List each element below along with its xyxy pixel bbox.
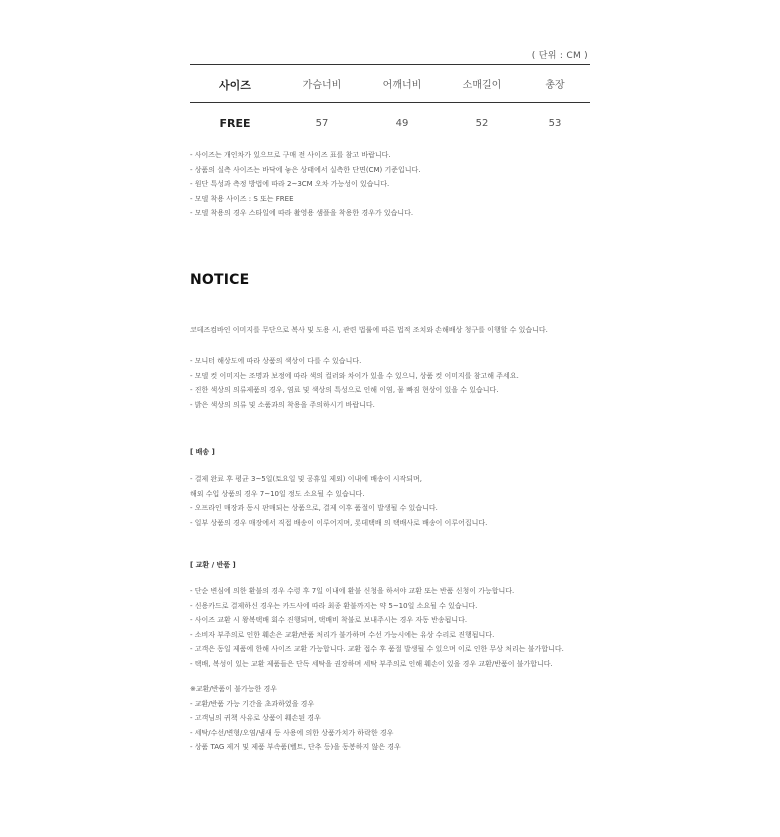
header-shoulder: 어깨너비 [382, 80, 422, 91]
cell-size: FREE [219, 117, 251, 130]
header-length: 총장 [545, 80, 565, 91]
non-exchange-note: - 고객님의 귀책 사유로 상품이 훼손된 경우 [190, 714, 321, 722]
exchange-notes [190, 584, 590, 671]
cell-sleeve: 52 [475, 118, 489, 129]
size-table-header-row [190, 78, 590, 94]
table-top-rule [190, 64, 590, 65]
color-note: - 모니터 해상도에 따라 상품의 색상이 다를 수 있습니다. [190, 357, 362, 365]
size-note: - 상품의 실측 사이즈는 바닥에 놓은 상태에서 실측한 단면(CM) 기준입니다. [190, 165, 421, 174]
notice-intro: 코데즈컴바인 이미지를 무단으로 복사 및 도용 시, 관련 법률에 따른 법적 조치와 손해배상 청구를 이행할 수 있습니다. [190, 326, 548, 334]
size-notes [190, 148, 590, 221]
header-chest: 가슴너비 [302, 80, 342, 91]
shipping-notes [190, 472, 590, 530]
exchange-note: - 고객은 동일 제품에 한해 사이즈 교환 가능합니다. 교환 접수 후 품절 발생될 수 있으며 이로 인한 무상 처리는 불가합니다. [190, 645, 564, 653]
exchange-note: - 단순 변심에 의한 환불의 경우 수령 후 7일 이내에 환불 신청을 하셔야 교환 또는 반품 신청이 가능합니다. [190, 587, 515, 595]
exchange-note: - 소비자 부주의로 인한 훼손은 교환/반품 처리가 불가하며 수선 가능시에는 유상 수리로 진행됩니다. [190, 630, 495, 639]
size-note: - 사이즈는 개인차가 있으므로 구매 전 사이즈 표를 참고 바랍니다. [190, 151, 391, 159]
notice-title: NOTICE [190, 272, 250, 288]
non-exchange-note: - 교환/반품 가능 기간을 초과하였을 경우 [190, 699, 315, 708]
cell-length: 53 [548, 118, 562, 129]
color-note: - 밝은 색상의 의류 및 소품과의 착용을 주의하시기 바랍니다. [190, 400, 375, 409]
color-note: - 모델 컷 이미지는 조명과 보정에 따라 색의 컬러와 차이가 있을 수 있으니, 상품 컷 이미지를 참고해 주세요. [190, 371, 519, 380]
exchange-heading: [ 교환 / 반품 ] [190, 561, 236, 569]
table-header-rule [190, 102, 590, 103]
shipping-heading: [ 배송 ] [190, 448, 215, 456]
unit-label: ( 단위 : CM ) [531, 51, 588, 61]
size-note: - 모델 착용 사이즈 : S 또는 FREE [190, 194, 294, 203]
header-size: 사이즈 [219, 79, 251, 92]
exchange-note: - 신용카드로 결제하신 경우는 카드사에 따라 최종 환불까지는 약 5~10일 소요될 수 있습니다. [190, 601, 478, 610]
exchange-note: - 택배, 복성이 있는 교환 제품들은 단독 세탁을 권장하며 세탁 부주의로 인해 훼손이 있을 경우 교환/반품이 불가합니다. [190, 659, 553, 668]
size-table-row [190, 116, 590, 132]
color-note: - 진한 색상의 의류제품의 경우, 염료 및 색상의 특성으로 인해 이염, 물 빠짐 현상이 있을 수 있습니다. [190, 386, 499, 394]
color-notes [190, 354, 590, 412]
shipping-note: - 결제 완료 후 평균 3~5일(토요일 및 공휴일 제외) 이내에 배송이 시작되며, [190, 475, 423, 483]
non-exchange-note: - 상품 TAG 제거 및 제품 부속품(벨트, 단추 등)을 동봉하지 않은 경우 [190, 743, 401, 751]
size-note: - 원단 특성과 측정 방법에 따라 2~3CM 오차 가능성이 있습니다. [190, 180, 390, 188]
non-exchange-notes [190, 682, 590, 755]
shipping-note: - 일부 상품의 경우 매장에서 직접 배송이 이루어지며, 롯데택배 의 택배사로 배송이 이루어집니다. [190, 518, 488, 527]
cell-shoulder: 49 [395, 118, 409, 129]
exchange-note: - 사이즈 교환 시 왕복택배 회수 진행되며, 택배비 착불로 보내주시는 경우 자동 반송됩니다. [190, 616, 468, 624]
non-exchange-note: ※교환/반품이 불가능한 경우 [190, 685, 278, 693]
shipping-note: 해외 수입 상품의 경우 7~10일 정도 소요될 수 있습니다. [190, 489, 365, 498]
shipping-note: - 오프라인 매장과 동시 판매되는 상품으로, 결제 이후 품절이 발생될 수 있습니다. [190, 504, 438, 512]
size-note: - 모델 착용의 경우 스타일에 따라 촬영용 샘플을 착용한 경우가 있습니다. [190, 209, 414, 217]
cell-chest: 57 [315, 118, 329, 129]
non-exchange-note: - 세탁/수선/변형/오염/냄새 등 사용에 의한 상품가치가 하락한 경우 [190, 728, 394, 737]
header-sleeve: 소매길이 [462, 80, 502, 91]
